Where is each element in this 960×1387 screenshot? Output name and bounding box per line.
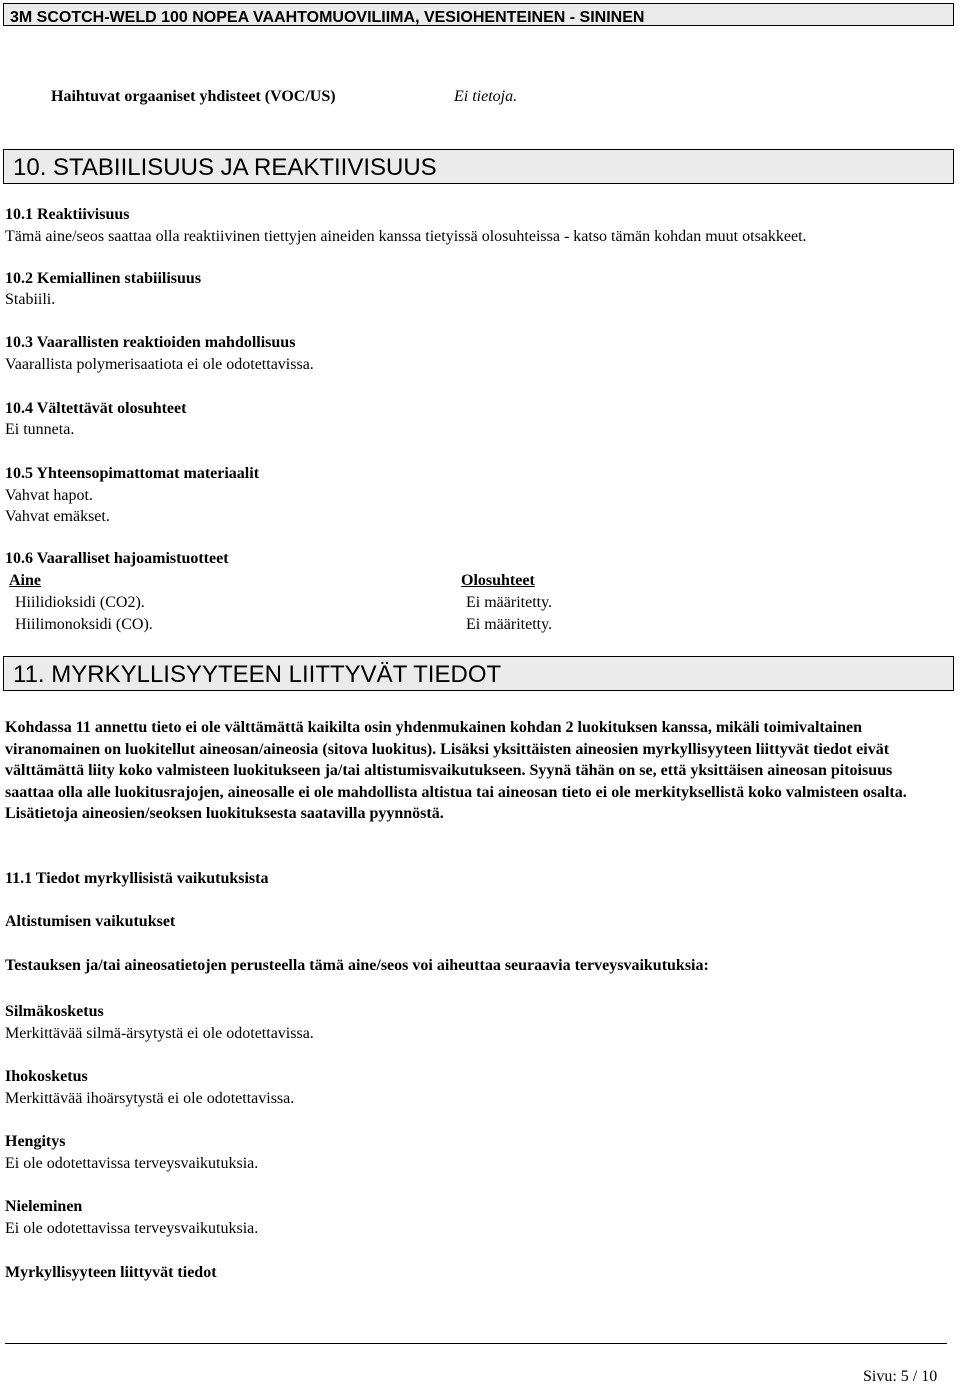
inhalation-text: Ei ole odotettavissa terveysvaikutuksia.: [5, 1155, 259, 1172]
ingestion-text: Ei ole odotettavissa terveysvaikutuksia.: [5, 1220, 259, 1237]
table-cell-aine: Hiilidioksidi (CO2).: [15, 594, 145, 611]
s10-5-heading: 10.5 Yhteensopimattomat materiaalit: [5, 465, 260, 482]
section-10-header: [3, 149, 954, 184]
table-cell-aine: Hiilimonoksidi (CO).: [15, 616, 153, 633]
s10-3-text: Vaarallista polymerisaatiota ei ole odotettavissa.: [5, 356, 314, 373]
section-11-title: 11. MYRKYLLISYYTEEN LIITTYVÄT TIEDOT: [13, 661, 502, 688]
exposure-heading: Altistumisen vaikutukset: [5, 913, 176, 930]
s10-1-heading: 10.1 Reaktiivisuus: [5, 206, 130, 223]
s10-6-heading: 10.6 Vaaralliset hajoamistuotteet: [5, 550, 229, 567]
list-item: Vahvat hapot.: [5, 487, 93, 504]
tests-heading: Testauksen ja/tai aineosatietojen perusteella tämä aine/seos voi aiheuttaa seuraavia terveysvaikutuksia:: [5, 957, 709, 974]
document-header: [3, 3, 954, 26]
toxicology-heading: Myrkyllisyyteen liittyvät tiedot: [5, 1264, 217, 1281]
eye-heading: Silmäkosketus: [5, 1003, 104, 1020]
s10-2-text: Stabiili.: [5, 291, 56, 308]
voc-value: Ei tietoja.: [454, 88, 518, 105]
table-cell-olosuhteet: Ei määritetty.: [466, 616, 553, 633]
s10-4-text: Ei tunneta.: [5, 421, 75, 438]
document-title: 3M SCOTCH-WELD 100 NOPEA VAAHTOMUOVILIIMA, VESIOHENTEINEN - SININEN: [10, 9, 645, 26]
s10-3-heading: 10.3 Vaarallisten reaktioiden mahdollisuus: [5, 334, 296, 351]
section-11-header: [3, 656, 954, 691]
skin-text: Merkittävää ihoärsytystä ei ole odotettavissa.: [5, 1090, 295, 1107]
page-number: Sivu: 5 / 10: [863, 1368, 938, 1385]
voc-label: Haihtuvat orgaaniset yhdisteet (VOC/US): [51, 88, 336, 105]
skin-heading: Ihokosketus: [5, 1068, 88, 1085]
s10-2-heading: 10.2 Kemiallinen stabiilisuus: [5, 270, 202, 287]
table-header-aine: Aine: [9, 572, 41, 589]
table-cell-olosuhteet: Ei määritetty.: [466, 594, 553, 611]
table-header-olosuhteet: Olosuhteet: [461, 572, 535, 589]
s10-4-heading: 10.4 Vältettävät olosuhteet: [5, 400, 187, 417]
section-11-intro: Kohdassa 11 annettu tieto ei ole välttämättä kaikilta osin yhdenmukainen kohdan 2 luokituksen kanssa, mikäli toimivaltainen viranomainen on luokitellut aineosan/aineosia (sitova luokitus). Lisäksi yksittäisten aineosien myrkyllisyyteen liittyvät tiedot eivät välttämättä liity koko valmisteen luokitukseen ja/tai altistumisvaikutukseen. Syynä tähän on se, että yksittäisen aineosan pitoisuus saattaa olla alle luokitusrajojen, aineosalle ei ole mahdollista altistua tai aineosan tieto ei ole merkityksellistä koko valmisteen osalta. Lisätietoja aineosien/seoksen luokituksesta saatavilla pyynnöstä.: [5, 719, 907, 822]
s10-1-text: Tämä aine/seos saattaa olla reaktiivinen tiettyjen aineiden kanssa tietyissä olosuhteissa - katso tämän kohdan muut otsakkeet.: [5, 228, 807, 245]
s11-1-heading: 11.1 Tiedot myrkyllisistä vaikutuksista: [5, 870, 269, 887]
eye-text: Merkittävää silmä-ärsytystä ei ole odotettavissa.: [5, 1025, 314, 1042]
ingestion-heading: Nieleminen: [5, 1198, 83, 1215]
inhalation-heading: Hengitys: [5, 1133, 66, 1150]
footer-divider: [5, 1343, 947, 1344]
section-10-title: 10. STABIILISUUS JA REAKTIIVISUUS: [13, 154, 437, 181]
list-item: Vahvat emäkset.: [5, 508, 110, 525]
